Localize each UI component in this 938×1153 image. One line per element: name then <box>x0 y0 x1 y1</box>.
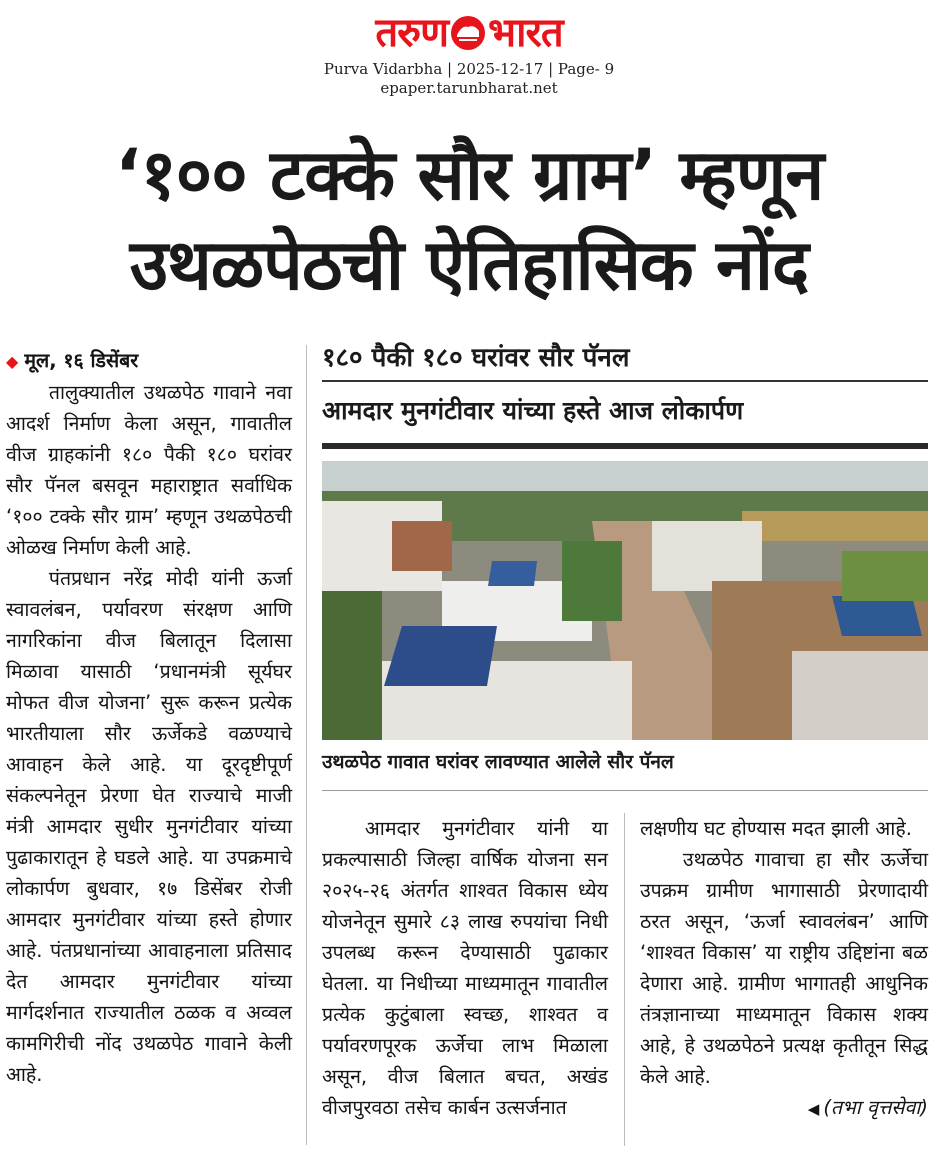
paragraph: उथळपेठ गावाचा हा सौर ऊर्जेचा उपक्रम ग्रामीण भागासाठी प्रेरणादायी ठरत असून, ‘ऊर्जा स्वावलंबन’ आणि ‘शाश्वत विकास’ या राष्ट्रीय उद्दिष्टांना बळ देणारा आहे. ग्रामीण भागातही आधुनिक तंत्रज्ञानाच्या माध्यमातून विकास शक्य आहे, हे उथळपेठने प्रत्यक्ष कृतीतून सिद्ध केले आहे. <box>640 848 928 1088</box>
paragraph: तालुक्यातील उथळपेठ गावाने नवा आदर्श निर्माण केला असून, गावातील वीज ग्राहकांनी १८० पैकी १८० घरांवर सौर पॅनल बसवून महाराष्ट्रात सर्वाधिक ‘१०० टक्के सौर ग्राम’ म्हणून उथळपेठची ओळख निर्माण केली आहे. <box>6 381 292 559</box>
subheadline-2: आमदार मुनगंटीवार यांच्या हस्ते आज लोकार्पण <box>322 396 744 425</box>
paragraph: आमदार मुनगंटीवार यांनी या प्रकल्पासाठी जिल्हा वार्षिक योजना सन २०२५-२६ अंतर्गत शाश्वत विकास ध्येय योजनेतून सुमारे ८३ लाख रुपयांचा निधी उपलब्ध करून देण्यासाठी पुढाकार घेतला. या निधीच्या माध्यमातून गावातील प्रत्येक कुटुंबाला स्वच्छ, शाश्वत व पर्यावरणपूरक ऊर्जेचा लाभ मिळाला असून, वीज बिलात बचत, अखंड वीजपुरवठा तसेच कार्बन उत्सर्जनात <box>322 817 608 1119</box>
paragraph: पंतप्रधान नरेंद्र मोदी यांनी ऊर्जा स्वावलंबन, पर्यावरण संरक्षण आणि नागरिकांना वीज बिलातून दिलासा मिळावा यासाठी ‘प्रधानमंत्री सूर्यघर मोफत वीज योजना’ सुरू करून प्रत्येक भारतीयाला सौर ऊर्जेकडे वळण्याचे आवाहन केले आहे. या दूरदृष्टीपूर्ण संकल्पनेतून प्रेरणा घेत राज्याचे माजी मंत्री आमदार सुधीर मुनगंटीवार यांच्या पुढाकारातून हे घडले आहे. या उपक्रमाचे लोकार्पण बुधवार, १७ डिसेंबर रोजी आमदार मुनगंटीवार यांच्या हस्ते होणार आहे. पंतप्रधानांच्या आवाहनाला प्रतिसाद देत आमदार मुनगंटीवार यांच्या मार्गदर्शनात राज्यातील ठळक व अव्वल कामगिरीची नोंद उथळपेठ गावाने केली आहे. <box>6 567 292 1086</box>
paragraph: लक्षणीय घट होण्यास मदत झाली आहे. <box>640 817 912 840</box>
thick-divider <box>322 443 928 449</box>
logo-emblem-icon <box>450 15 486 51</box>
divider <box>322 790 928 791</box>
divider <box>322 380 928 382</box>
left-triangle-icon: ◀ <box>807 1100 820 1118</box>
diamond-bullet-icon: ◆ <box>6 352 19 371</box>
headline-line-1: ‘१०० टक्के सौर ग्राम’ म्हणून <box>114 134 824 216</box>
epaper-url: epaper.tarunbharat.net <box>380 79 558 97</box>
village-solar-photo <box>322 461 928 740</box>
edition-line: Purva Vidarbha | 2025-12-17 | Page- 9 <box>323 60 615 78</box>
newspaper-logo <box>375 8 562 58</box>
masthead <box>0 8 938 97</box>
credit-text: (तभा वृत्तसेवा) <box>823 1096 928 1119</box>
news-credit <box>640 1092 928 1125</box>
headline-line-2: उथळपेठची ऐतिहासिक नोंद <box>129 224 809 306</box>
logo-text-left: तरुण <box>375 10 448 56</box>
column-divider <box>624 813 625 1146</box>
article-column-1 <box>6 345 292 1090</box>
subheadline-1: १८० पैकी १८० घरांवर सौर पॅनल <box>322 343 630 373</box>
article-column-3 <box>640 813 928 1125</box>
column-divider <box>306 345 307 1145</box>
photo-caption: उथळपेठ गावात घरांवर लावण्यात आलेले सौर पॅनल <box>322 751 674 773</box>
dateline-text: मूल, १६ डिसेंबर <box>24 349 139 372</box>
article-headline <box>8 130 930 310</box>
article-column-2 <box>322 813 608 1123</box>
photo-illustration <box>322 461 928 740</box>
dateline <box>6 345 292 377</box>
logo-text-right: भारत <box>488 10 563 56</box>
